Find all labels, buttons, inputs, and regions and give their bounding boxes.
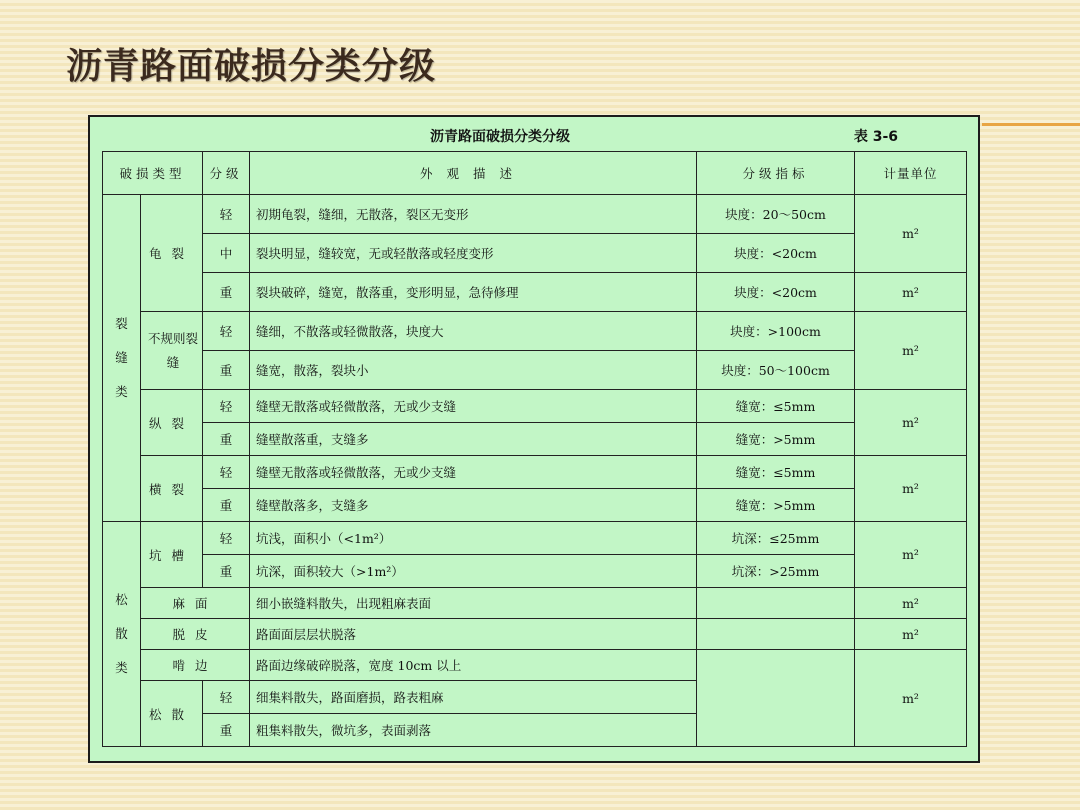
grade-cell: 轻: [203, 456, 250, 489]
grade-cell: 轻: [203, 390, 250, 423]
grade-cell: 重: [203, 489, 250, 522]
header-grade: 分级: [203, 152, 250, 195]
unit-cell: m²: [855, 522, 967, 588]
unit-cell: m²: [855, 650, 967, 747]
index-cell: 块度：<20cm: [697, 273, 855, 312]
table-row: [103, 619, 967, 650]
grade-cell: 重: [203, 273, 250, 312]
desc-cell: 路面面层层状脱落: [250, 619, 697, 650]
grade-cell: 重: [203, 555, 250, 588]
index-cell: 块度：>100cm: [697, 312, 855, 351]
unit-cell: m²: [855, 456, 967, 522]
slide-title: 沥青路面破损分类分级: [66, 46, 437, 87]
table-caption: [90, 121, 978, 149]
group-crack: 裂缝类: [103, 195, 141, 522]
table-row: [103, 273, 967, 312]
table-row: [103, 351, 967, 390]
unit-cell: m²: [855, 619, 967, 650]
type-cell: 纵裂: [141, 390, 203, 456]
table-row: [103, 312, 967, 351]
type-cell: 松散: [141, 681, 203, 747]
index-cell: 坑深：≤25mm: [697, 522, 855, 555]
grade-cell: 轻: [203, 681, 250, 714]
desc-cell: 缝细，不散落或轻微散落，块度大: [250, 312, 697, 351]
type-cell: 麻面: [141, 588, 250, 619]
grade-cell: 中: [203, 234, 250, 273]
index-cell: 缝宽：>5mm: [697, 489, 855, 522]
index-cell: [697, 650, 855, 747]
index-cell: 缝宽：>5mm: [697, 423, 855, 456]
type-cell: 龟裂: [141, 195, 203, 312]
desc-cell: 缝壁散落重，支缝多: [250, 423, 697, 456]
table-row: [103, 456, 967, 489]
desc-cell: 裂块破碎，缝宽，散落重，变形明显，急待修理: [250, 273, 697, 312]
header-row: [103, 152, 967, 195]
header-type: 破损类型: [103, 152, 203, 195]
table-row: [103, 650, 967, 681]
grade-cell: 重: [203, 351, 250, 390]
desc-cell: 缝壁散落多，支缝多: [250, 489, 697, 522]
group-loose: 松散类: [103, 522, 141, 747]
table-title: 沥青路面破损分类分级: [430, 129, 570, 145]
table-row: [103, 423, 967, 456]
desc-cell: 坑深，面积较大（>1m²）: [250, 555, 697, 588]
index-cell: 块度：20～50cm: [697, 195, 855, 234]
desc-cell: 初期龟裂，缝细，无散落，裂区无变形: [250, 195, 697, 234]
index-cell: 块度：<20cm: [697, 234, 855, 273]
grade-cell: 重: [203, 423, 250, 456]
desc-cell: 细集料散失，路面磨损，路表粗麻: [250, 681, 697, 714]
grade-cell: 重: [203, 714, 250, 747]
desc-cell: 缝壁无散落或轻微散落，无或少支缝: [250, 390, 697, 423]
table-number: 表 3-6: [853, 129, 898, 145]
type-cell: 脱皮: [141, 619, 250, 650]
desc-cell: 缝壁无散落或轻微散落，无或少支缝: [250, 456, 697, 489]
type-cell: 横裂: [141, 456, 203, 522]
table-row: [103, 489, 967, 522]
unit-cell: m²: [855, 312, 967, 390]
table-row: [103, 522, 967, 555]
index-cell: 块度：50～100cm: [697, 351, 855, 390]
desc-cell: 粗集料散失，微坑多，表面剥落: [250, 714, 697, 747]
type-cell: 不规则裂缝: [141, 312, 203, 390]
grade-cell: 轻: [203, 195, 250, 234]
desc-cell: 缝宽，散落，裂块小: [250, 351, 697, 390]
unit-cell: m²: [855, 195, 967, 273]
header-desc: 外观描述: [250, 152, 697, 195]
damage-classification-table: [102, 151, 967, 747]
header-index: 分级指标: [697, 152, 855, 195]
table-row: [103, 555, 967, 588]
index-cell: [697, 588, 855, 619]
accent-line: [982, 123, 1080, 126]
unit-cell: m²: [855, 390, 967, 456]
index-cell: 坑深：>25mm: [697, 555, 855, 588]
grade-cell: 轻: [203, 522, 250, 555]
desc-cell: 坑浅，面积小（<1m²）: [250, 522, 697, 555]
desc-cell: 路面边缘破碎脱落，宽度 10cm 以上: [250, 650, 697, 681]
desc-cell: 细小嵌缝料散失，出现粗麻表面: [250, 588, 697, 619]
unit-cell: m²: [855, 588, 967, 619]
type-cell: 啃边: [141, 650, 250, 681]
table-row: [103, 195, 967, 234]
table-row: [103, 588, 967, 619]
table-row: [103, 390, 967, 423]
index-cell: 缝宽：≤5mm: [697, 390, 855, 423]
desc-cell: 裂块明显，缝较宽，无或轻散落或轻度变形: [250, 234, 697, 273]
unit-cell: m²: [855, 273, 967, 312]
table-row: [103, 234, 967, 273]
table-frame: [88, 115, 980, 763]
index-cell: [697, 619, 855, 650]
type-cell: 坑槽: [141, 522, 203, 588]
header-unit: 计量单位: [855, 152, 967, 195]
grade-cell: 轻: [203, 312, 250, 351]
index-cell: 缝宽：≤5mm: [697, 456, 855, 489]
